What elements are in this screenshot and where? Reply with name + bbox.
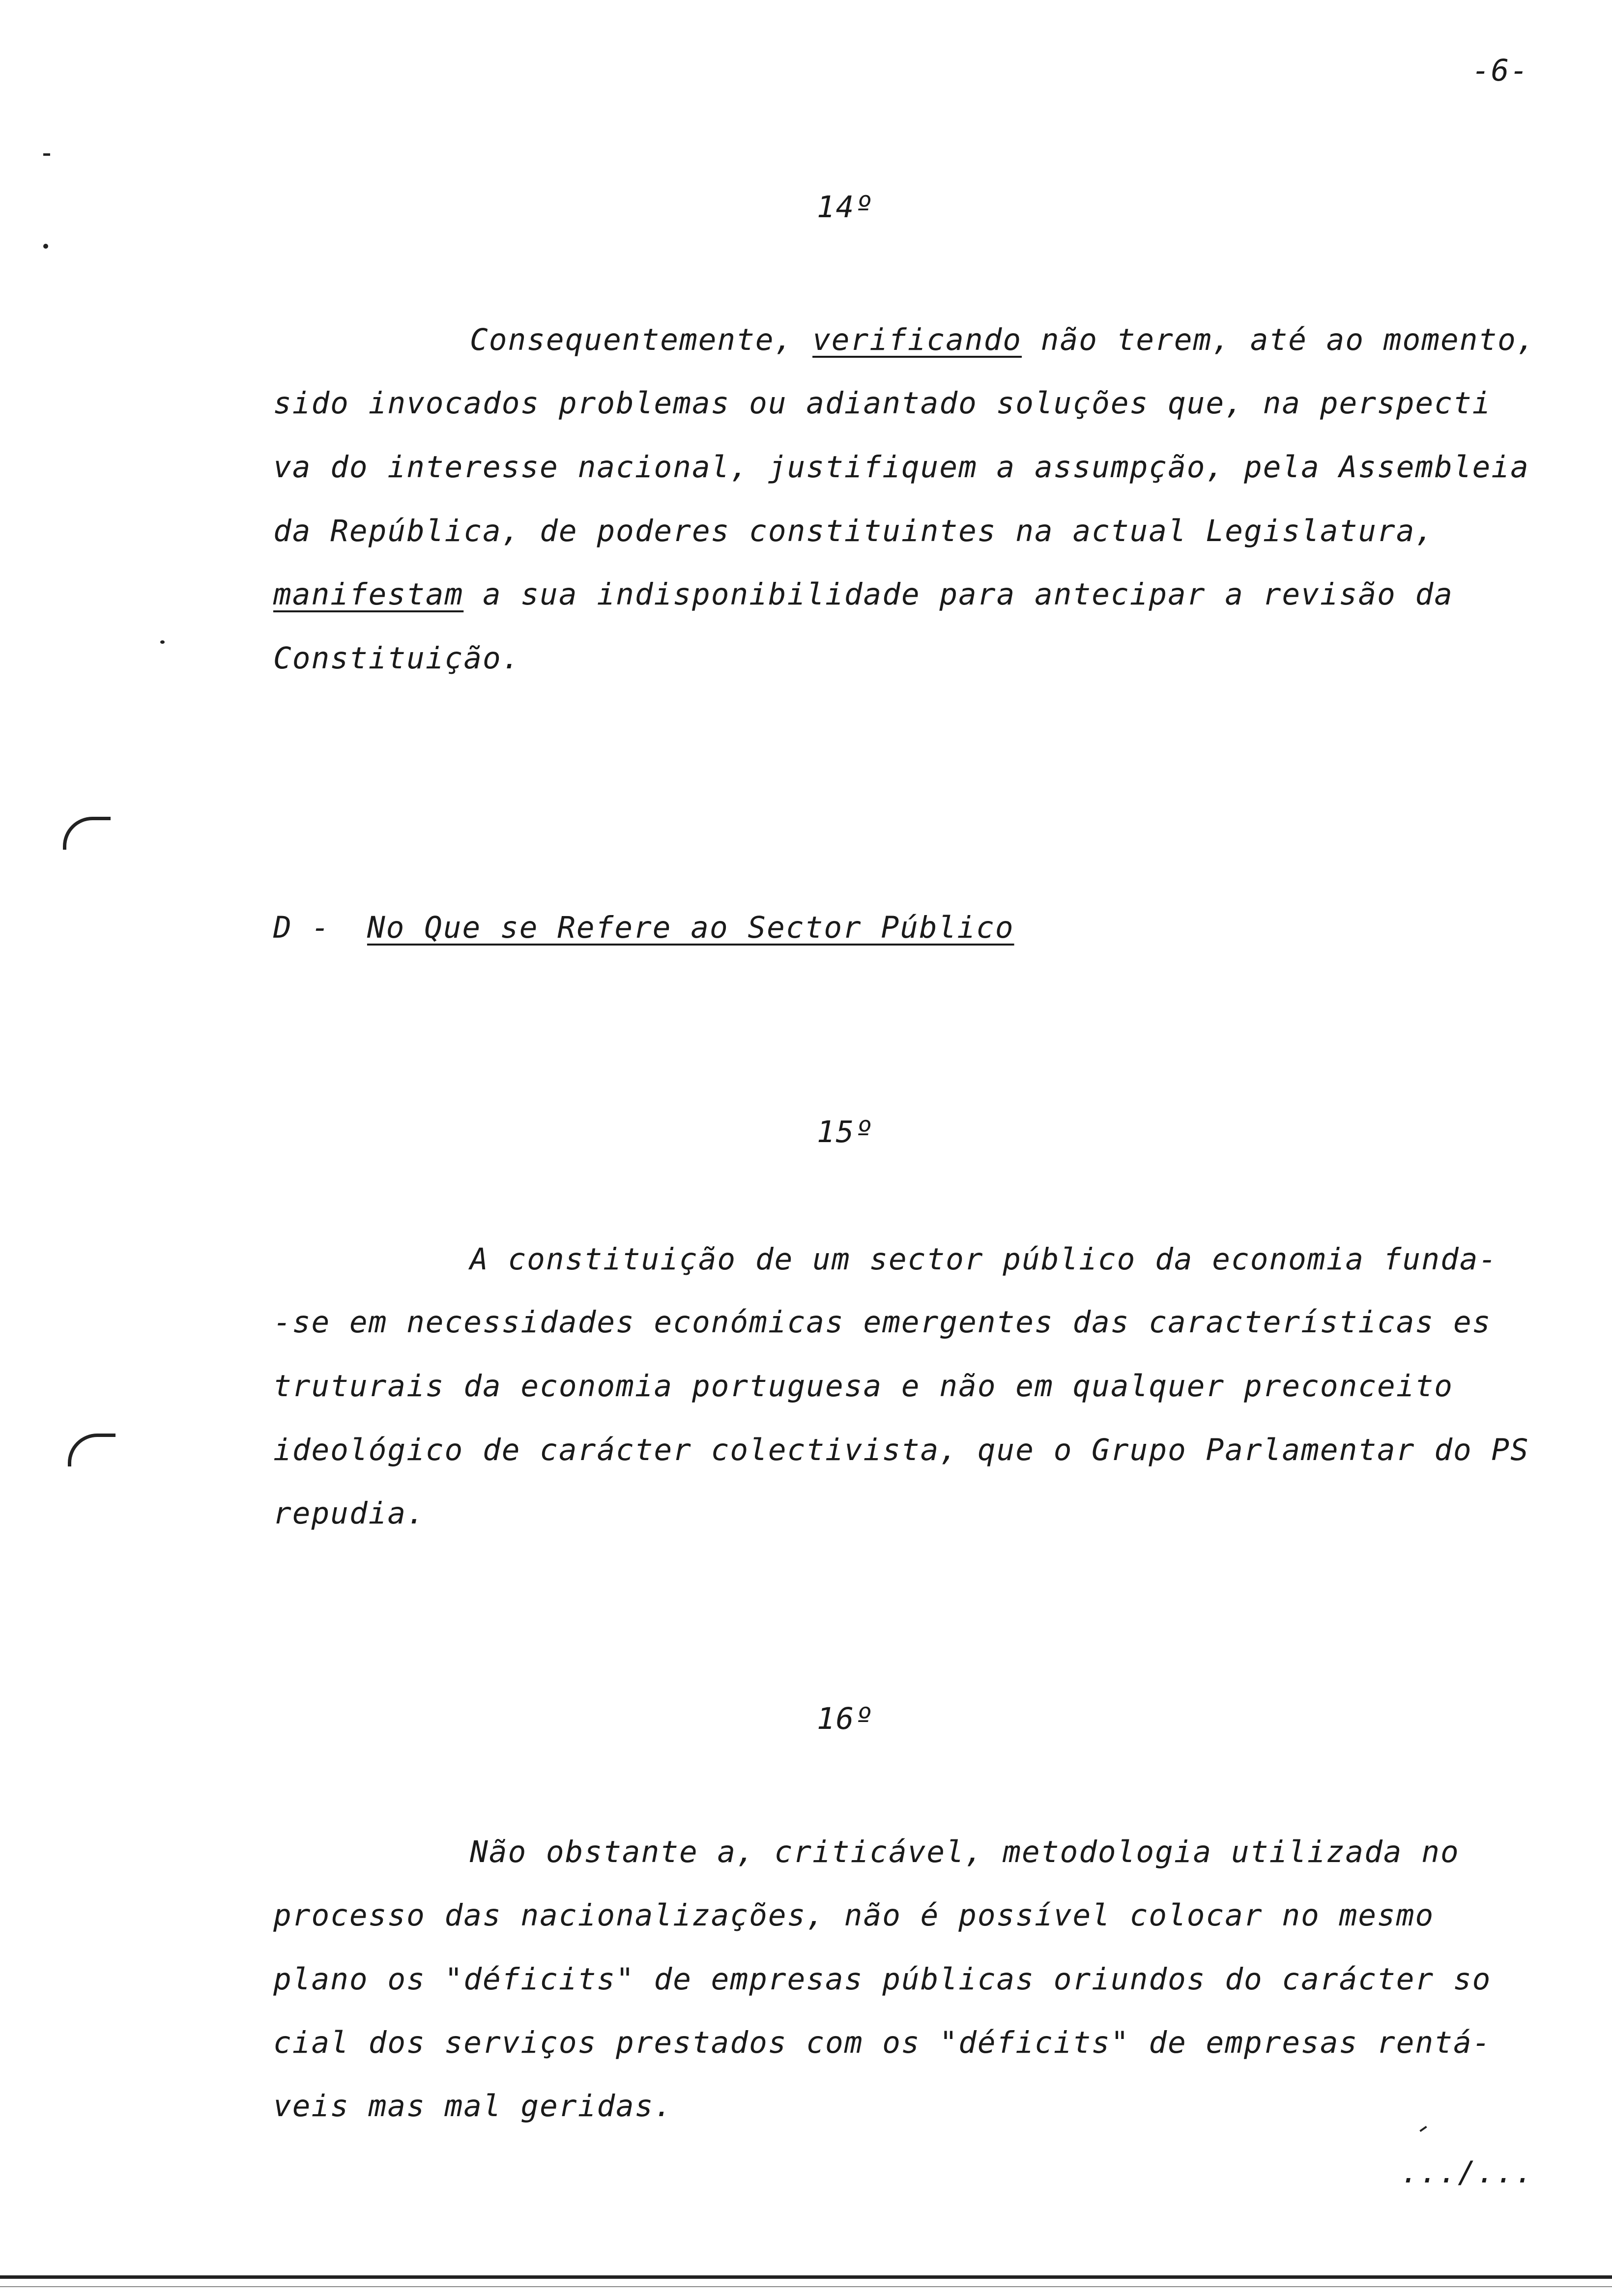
section-letter: D - — [273, 910, 331, 945]
paragraph-14-line-4: da República, de poderes constituintes na actual Legislatura, — [273, 514, 1435, 548]
margin-tick-mark — [160, 640, 165, 644]
paragraph-14-line-6: Constituição. — [273, 641, 521, 676]
paragraph-heading-15: 15º — [816, 1115, 874, 1149]
paragraph-15-line-1: A constituição de um sector público da economia funda- — [470, 1242, 1498, 1277]
binder-hole-arc-bottom — [68, 1434, 115, 1466]
paragraph-16-line-4: cial dos serviços prestados com os "déficits" de empresas rentá- — [273, 2025, 1492, 2060]
margin-dash-mark — [43, 153, 50, 156]
paragraph-16-line-5: veis mas mal geridas. — [273, 2089, 673, 2124]
paragraph-16-line-1: Não obstante a, criticável, metodologia utilizada no — [470, 1835, 1460, 1869]
paragraph-16-line-2: processo das nacionalizações, não é possível colocar no mesmo — [273, 1898, 1435, 1933]
paragraph-heading-14: 14º — [816, 190, 874, 225]
bottom-rule — [0, 2275, 1612, 2279]
section-title — [273, 910, 1014, 945]
underlined-word: verificando — [812, 322, 1022, 357]
section-title-text: No Que se Refere ao Sector Público — [367, 910, 1014, 945]
page-number: -6- — [1472, 53, 1529, 88]
paragraph-15-line-4: ideológico de carácter colectivista, que o Grupo Parlamentar do PS — [273, 1433, 1529, 1467]
paragraph-14-line-1: Consequentemente, verificando não terem, até ao momento, — [470, 322, 1536, 357]
binder-hole-arc-top — [63, 817, 111, 850]
underlined-word: manifestam — [273, 577, 464, 612]
paragraph-heading-16: 16º — [816, 1701, 874, 1736]
paragraph-14-line-5: manifestam a sua indisponibilidade para antecipar a revisão da — [273, 577, 1453, 612]
paragraph-14-line-2: sido invocados problemas ou adiantado soluções que, na perspecti — [273, 386, 1492, 421]
paragraph-14-line-3: va do interesse nacional, justifiquem a assumpção, pela Assembleia — [273, 450, 1529, 485]
paragraph-16-line-3: plano os "déficits" de empresas públicas oriundos do carácter so — [273, 1962, 1492, 1997]
paragraph-15-line-2: -se em necessidades económicas emergentes das características es — [273, 1305, 1492, 1340]
margin-dot-mark — [43, 244, 48, 249]
continuation-mark: .../... — [1401, 2155, 1534, 2190]
bottom-rule-thin — [0, 2286, 1612, 2287]
paragraph-15-line-3: truturais da economia portuguesa e não em qualquer preconceito — [273, 1369, 1453, 1404]
pen-stroke-mark — [1419, 2126, 1427, 2132]
paragraph-15-line-5: repudia. — [273, 1496, 426, 1531]
